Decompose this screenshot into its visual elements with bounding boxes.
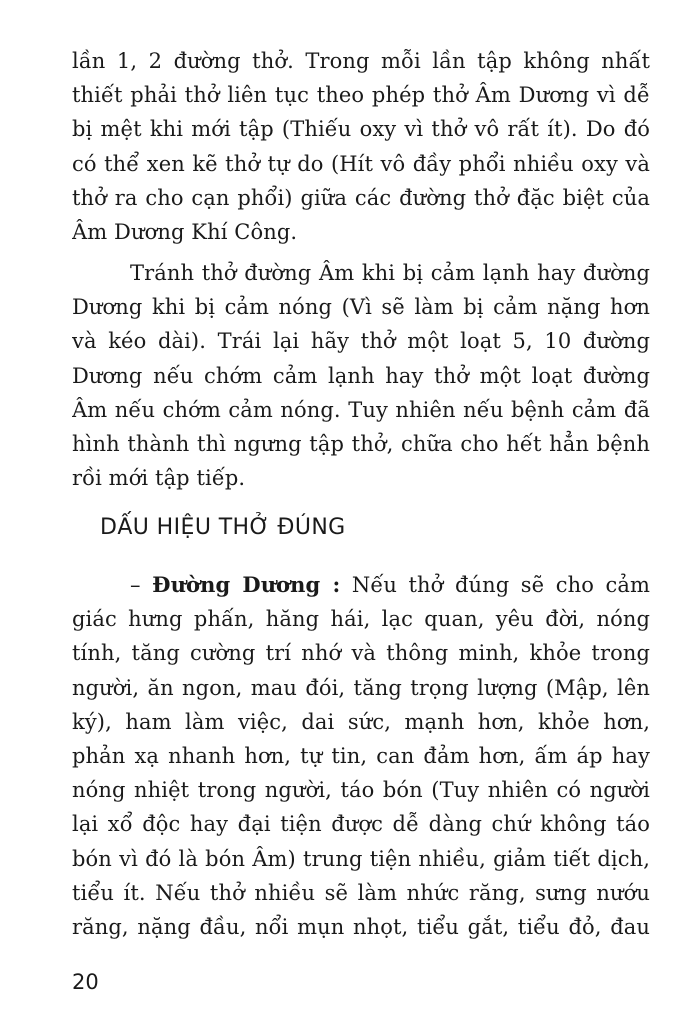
text-line: thở ra cho cạn phổi) giữa các đường thở đặc biệt của <box>72 185 650 210</box>
text-line: phản xạ nhanh hơn, tự tin, can đảm hơn, ấm áp hay <box>72 743 650 768</box>
text-line: Dương nếu chớm cảm lạnh hay thở một loạt đường <box>72 363 650 388</box>
text-line: bị mệt khi mới tập (Thiếu oxy vì thở vô rất ít). Do đó <box>72 117 650 142</box>
text-line: Tránh thở đường Âm khi bị cảm lạnh hay đường <box>130 261 650 285</box>
text-line: Âm nếu chớm cảm nóng. Tuy nhiên nếu bệnh cảm đã <box>72 397 650 422</box>
text-line: Âm Dương Khí Công. <box>72 219 298 244</box>
text-line: thiết phải thở liên tục theo phép thở Âm Dương vì dễ <box>72 83 650 108</box>
paragraph-3 <box>72 568 650 944</box>
text-line: hình thành thì ngưng tập thở, chữa cho hết hẳn bệnh <box>72 431 650 456</box>
text-line: người, ăn ngon, mau đói, tăng trọng lượng (Mập, lên <box>72 675 650 700</box>
text-line-lead <box>72 568 650 602</box>
lead-dash: – <box>130 573 153 597</box>
text-line: lần 1, 2 đường thở. Trong mỗi lần tập không nhất <box>72 49 650 73</box>
text-line: có thể xen kẽ thở tự do (Hít vô đầy phổi nhiều oxy và <box>72 151 650 176</box>
text-line: ký), ham làm việc, dai sức, mạnh hơn, khỏe hơn, <box>72 709 650 734</box>
page-number: 20 <box>72 970 99 994</box>
section-heading: DẤU HIỆU THỞ ĐÚNG <box>100 515 346 540</box>
text-line: Dương khi bị cảm nóng (Vì sẽ làm bị cảm nặng hơn <box>72 295 650 320</box>
text-line: bón vì đó là bón Âm) trung tiện nhiều, giảm tiết dịch, <box>72 846 650 871</box>
text-line: tính, tăng cường trí nhớ và thông minh, khỏe trong <box>72 641 650 666</box>
text-line: lại xổ độc hay đại tiện được dễ dàng chứ không táo <box>72 812 650 837</box>
paragraph-2 <box>72 256 650 495</box>
text-line: rồi mới tập tiếp. <box>72 466 246 491</box>
text-line: nóng nhiệt trong người, táo bón (Tuy nhiên có người <box>72 778 650 803</box>
lead-text: Nếu thở đúng sẽ cho cảm <box>340 573 650 597</box>
text-line: răng, nặng đầu, nổi mụn nhọt, tiểu gắt, tiểu đỏ, đau <box>72 914 650 939</box>
text-line: tiểu ít. Nếu thở nhiều sẽ làm nhức răng, sưng nướu <box>72 880 650 905</box>
lead-term: Đường Dương : <box>152 572 341 597</box>
paragraph-1 <box>72 44 650 249</box>
text-line: và kéo dài). Trái lại hãy thở một loạt 5, 10 đường <box>72 329 650 354</box>
text-line: giác hưng phấn, hăng hái, lạc quan, yêu đời, nóng <box>72 607 650 632</box>
